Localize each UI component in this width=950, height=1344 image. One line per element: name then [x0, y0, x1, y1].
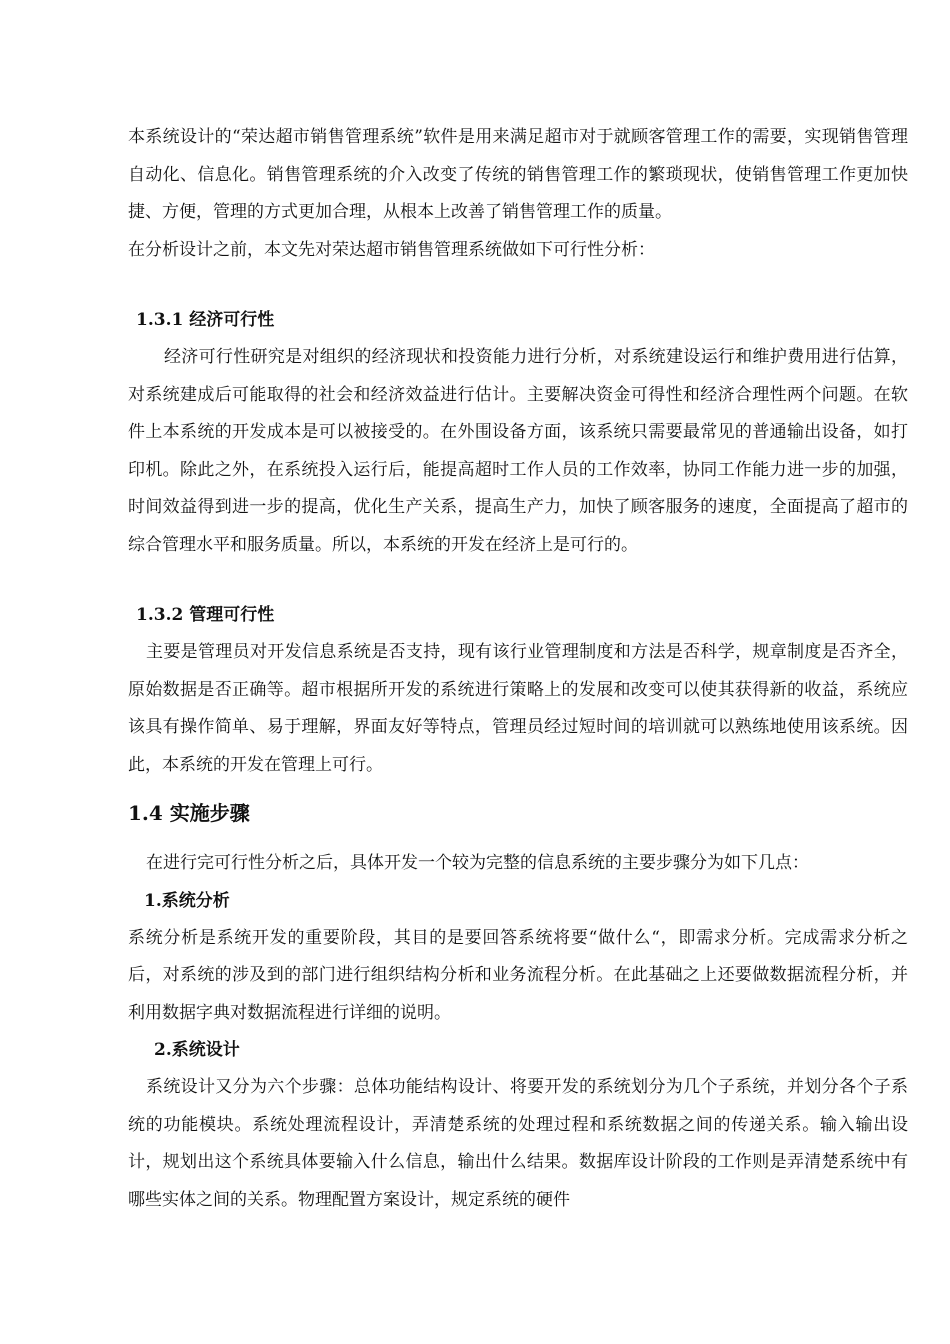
section-body: 经济可行性研究是对组织的经济现状和投资能力进行分析，对系统建设运行和维护费用进行估算，对系统建成后可能取得的社会和经济效益进行估计。主要解决资金可得性和经济合理性两个问题。在软件上本系统的开发成本是可以被接受的。在外围设备方面，该系统只需要最常见的普通输出设备，如打印机。除此之外，在系统投入运行后，能提高超时工作人员的工作效率，协同工作能力进一步的加强，时间效益得到进一步的提高，优化生产关系，提高生产力，加快了顾客服务的速度，全面提高了超市的综合管理水平和服务质量。所以，本系统的开发在经济上是可行的。 [128, 347, 908, 555]
section-body: 主要是管理员对开发信息系统是否支持，现有该行业管理制度和方法是否科学，规章制度是否齐全，原始数据是否正确等。超市根据所开发的系统进行策略上的发展和改变可以使其获得新的收益，系统应该具有操作简单、易于理解，界面友好等特点，管理员经过短时间的培训就可以熟练地使用该系统。因此，本系统的开发在管理上可行。 [128, 642, 908, 775]
step-heading: 1.系统分析 [144, 890, 230, 911]
section-heading: 1.3.1 经济可行性 [136, 310, 275, 330]
section-1-3-2 [128, 597, 908, 784]
section-intro: 在进行完可行性分析之后，具体开发一个较为完整的信息系统的主要步骤分为如下几点： [146, 853, 809, 873]
section-heading: 1.3.2 管理可行性 [136, 605, 275, 625]
step-body: 系统分析是系统开发的重要阶段，其目的是要回答系统将要“做什么“，即需求分析。完成需求分析之后，对系统的涉及到的部门进行组织结构分析和业务流程分析。在此基础之上还要做数据流程分析，并利用数据字典对数据流程进行详细的说明。 [128, 927, 908, 1023]
section-heading: 1.4 实施步骤 [128, 801, 250, 825]
step-heading: 2.系统设计 [154, 1040, 240, 1060]
intro-section [128, 119, 908, 269]
section-1-4-body [128, 845, 908, 1219]
section-1-4 [128, 795, 908, 832]
step-body: 系统设计又分为六个步骤：总体功能结构设计、将要开发的系统划分为几个子系统，并划分各个子系统的功能模块。系统处理流程设计，弄清楚系统的处理过程和系统数据之间的传递关系。输入输出设计，规划出这个系统具体要输入什么信息，输出什么结果。数据库设计阶段的工作则是弄清楚系统中有哪些实体之间的关系。物理配置方案设计，规定系统的硬件 [128, 1077, 908, 1210]
intro-paragraph: 本系统设计的“荣达超市销售管理系统”软件是用来满足超市对于就顾客管理工作的需要，实现销售管理自动化、信息化。销售管理系统的介入改变了传统的销售管理工作的繁琐现状，使销售管理工作更加快捷、方便，管理的方式更加合理，从根本上改善了销售管理工作的质量。 [128, 127, 908, 222]
section-1-3-1 [128, 302, 908, 564]
intro-lead-paragraph: 在分析设计之前，本文先对荣达超市销售管理系统做如下可行性分析： [128, 239, 655, 260]
